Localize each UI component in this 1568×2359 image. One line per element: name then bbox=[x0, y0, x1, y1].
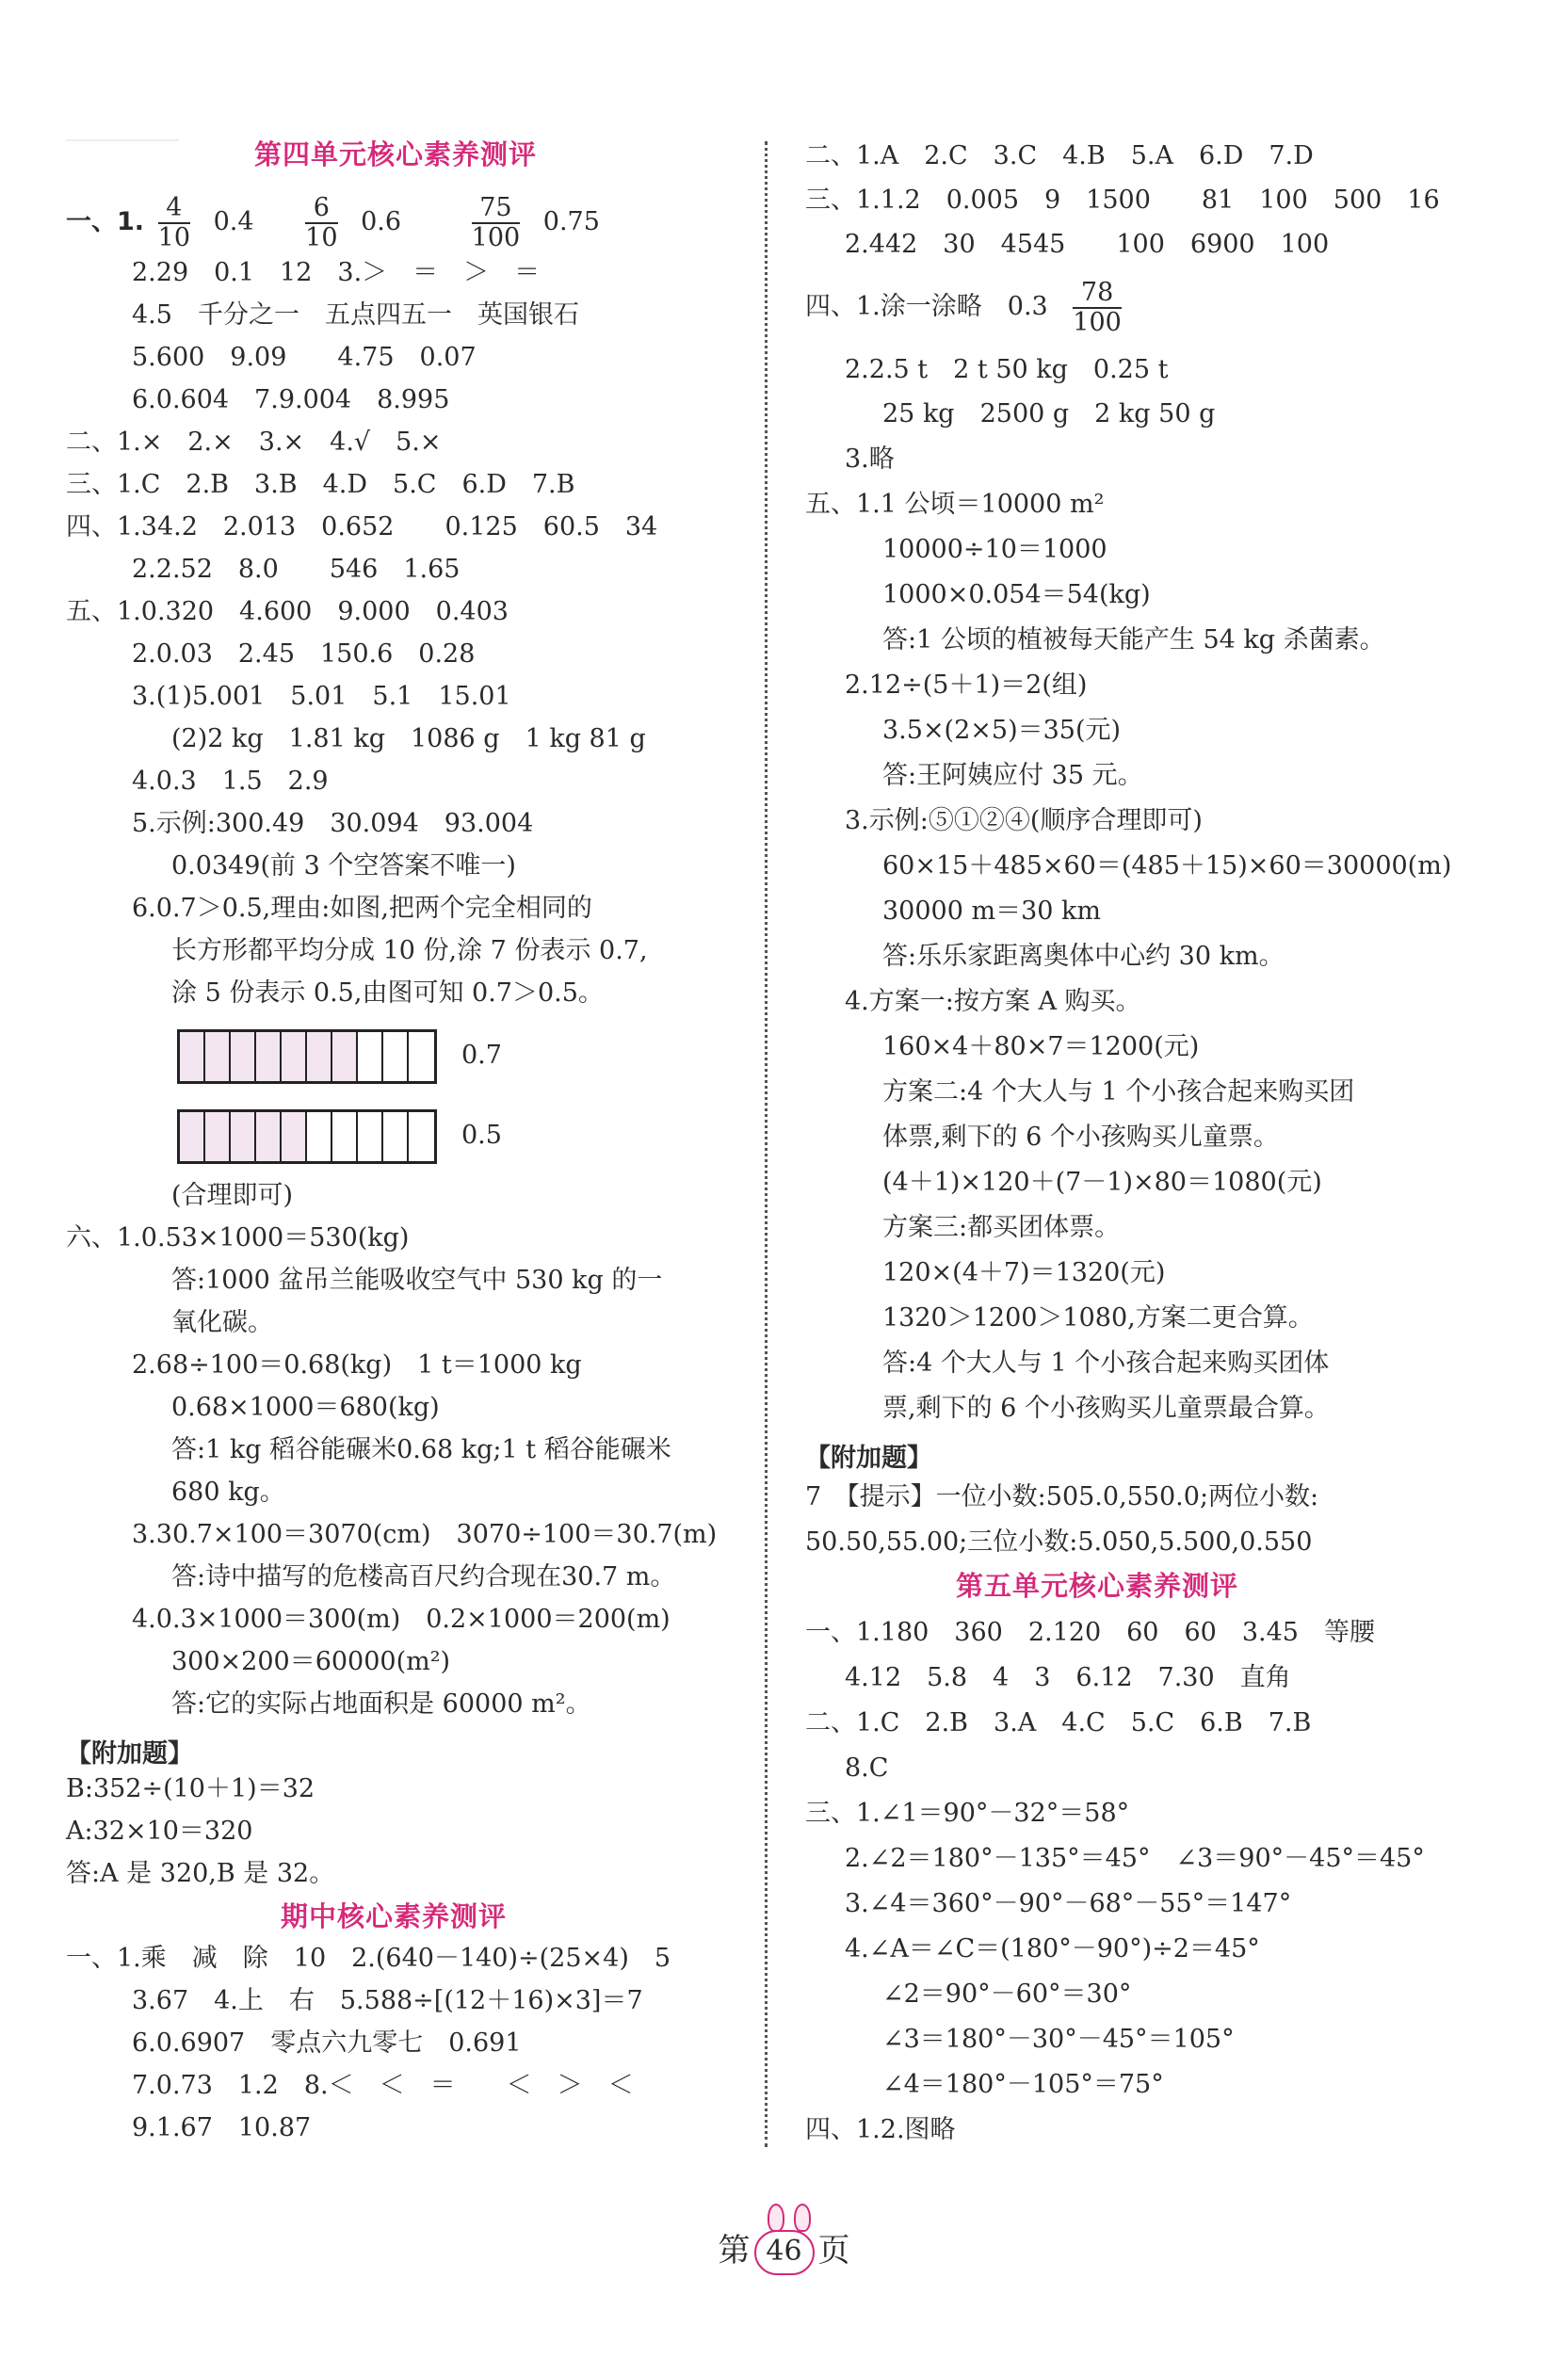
fraction bbox=[158, 194, 190, 252]
section-title-unit4: 第四单元核心素养测评 bbox=[254, 138, 538, 170]
numerator: 78 bbox=[1073, 279, 1122, 309]
answer-line: ∠2＝90°－60°＝30° bbox=[882, 1979, 1132, 2009]
grid-cell bbox=[205, 1112, 231, 1161]
grid-cell bbox=[256, 1112, 282, 1161]
bonus-heading: 【附加题】 bbox=[805, 1444, 932, 1473]
answer-line: 方案二:4 个大人与 1 个小孩合起来购买团 bbox=[882, 1077, 1355, 1107]
top-rule bbox=[66, 139, 179, 141]
answer-line: 3.∠4＝360°－90°－68°－55°＝147° bbox=[845, 1889, 1292, 1918]
answer-line: 一、1.180 360 2.120 60 60 3.45 等腰 bbox=[805, 1618, 1375, 1647]
numerator: 6 bbox=[305, 194, 337, 224]
grid-label: 0.7 bbox=[461, 1041, 502, 1070]
answer-line: 四、1.34.2 2.013 0.652 0.125 60.5 34 bbox=[66, 512, 658, 541]
grid-cell bbox=[358, 1032, 383, 1081]
denominator: 10 bbox=[305, 222, 338, 252]
answer-line: 四、1.2.图略 bbox=[805, 2115, 956, 2144]
grid-cell bbox=[409, 1032, 434, 1081]
answer-line: (4＋1)×120＋(7－1)×80＝1080(元) bbox=[882, 1168, 1322, 1197]
answer-line: 体票,剩下的 6 个小孩购买儿童票。 bbox=[882, 1123, 1279, 1152]
answer-line: 三、1.1.2 0.005 9 1500 81 100 500 16 bbox=[805, 186, 1440, 215]
answer-line: 2.0.03 2.45 150.6 0.28 bbox=[132, 639, 476, 669]
answer-line: 5.示例:300.49 30.094 93.004 bbox=[132, 809, 534, 838]
answer-line: 2.12÷(5＋1)＝2(组) bbox=[845, 671, 1088, 700]
answer-line: 六、1.0.53×1000＝530(kg) bbox=[66, 1223, 410, 1252]
answer-line: 4.12 5.8 4 3 6.12 7.30 直角 bbox=[845, 1663, 1291, 1692]
answer-line: 方案三:都买团体票。 bbox=[882, 1213, 1121, 1242]
page-prefix: 第 bbox=[718, 2232, 751, 2270]
fraction bbox=[305, 194, 337, 252]
answer-line: 160×4＋80×7＝1200(元) bbox=[882, 1032, 1200, 1061]
section-title-midterm: 期中核心素养测评 bbox=[281, 1900, 508, 1932]
denominator: 100 bbox=[1073, 307, 1122, 337]
answer-line: 答:诗中描写的危楼高百尺约合现在30.7 m。 bbox=[171, 1562, 676, 1592]
answer-line: 五、1.1 公顷＝10000 m² bbox=[805, 490, 1105, 519]
answer-line: (2)2 kg 1.81 kg 1086 g 1 kg 81 g bbox=[171, 724, 646, 753]
grid-cell bbox=[282, 1112, 307, 1161]
answer-line: ∠3＝180°－30°－45°＝105° bbox=[882, 2025, 1235, 2054]
answer-line: 50.50,55.00;三位小数:5.050,5.500,0.550 bbox=[805, 1527, 1313, 1557]
answer-line: A:32×10＝320 bbox=[66, 1817, 253, 1846]
answer-value: 0.6 bbox=[361, 207, 402, 236]
fraction bbox=[472, 194, 521, 252]
answer-line: 3.30.7×100＝3070(cm) 3070÷100＝30.7(m) bbox=[132, 1520, 718, 1549]
denominator: 10 bbox=[157, 222, 190, 252]
grid-cell bbox=[332, 1112, 358, 1161]
denominator: 100 bbox=[471, 222, 521, 252]
answer-line: B:352÷(10＋1)＝32 bbox=[66, 1774, 315, 1803]
numerator: 4 bbox=[158, 194, 190, 224]
answer-line: 二、1.× 2.× 3.× 4.√ 5.× bbox=[66, 428, 442, 457]
answer-line: 长方形都平均分成 10 份,涂 7 份表示 0.7, bbox=[171, 936, 648, 965]
grid-cell bbox=[205, 1032, 231, 1081]
answer-line: 2.∠2＝180°－135°＝45° ∠3＝90°－45°＝45° bbox=[845, 1844, 1425, 1873]
answer-line: 7 【提示】一位小数:505.0,550.0;两位小数: bbox=[805, 1482, 1319, 1511]
answer-line: 答:4 个大人与 1 个小孩合起来购买团体 bbox=[882, 1349, 1330, 1378]
page-number: 46 bbox=[754, 2230, 815, 2275]
answer-line bbox=[66, 188, 600, 256]
answer-line: 五、1.0.320 4.600 9.000 0.403 bbox=[66, 597, 509, 626]
answer-line: 680 kg。 bbox=[171, 1478, 285, 1507]
fraction-grid-0-7 bbox=[177, 1029, 437, 1084]
answer-line: 6.0.604 7.9.004 8.995 bbox=[132, 385, 450, 414]
grid-cell bbox=[231, 1112, 256, 1161]
answer-line: 4.0.3×1000＝300(m) 0.2×1000＝200(m) bbox=[132, 1605, 671, 1634]
answer-line: 300×200＝60000(m²) bbox=[171, 1647, 451, 1676]
section-title-unit5: 第五单元核心素养测评 bbox=[956, 1570, 1239, 1602]
grid-cell bbox=[180, 1112, 205, 1161]
answer-line bbox=[805, 273, 1127, 341]
grid-label: 0.5 bbox=[461, 1121, 502, 1150]
answer-line: 答:王阿姨应付 35 元。 bbox=[882, 761, 1143, 790]
bonus-heading: 【附加题】 bbox=[66, 1739, 193, 1769]
answer-line: 60×15＋485×60＝(485＋15)×60＝30000(m) bbox=[882, 851, 1452, 881]
answer-line: 8.C bbox=[845, 1753, 889, 1783]
grid-cell bbox=[332, 1032, 358, 1081]
answer-line: 票,剩下的 6 个小孩购买儿童票最合算。 bbox=[882, 1394, 1330, 1423]
answer-line: 一、1.乘 减 除 10 2.(640－140)÷(25×4) 5 bbox=[66, 1944, 671, 1973]
answer-line: 4.0.3 1.5 2.9 bbox=[132, 767, 329, 796]
answer-line: 2.442 30 4545 100 6900 100 bbox=[845, 230, 1330, 259]
grid-cell bbox=[307, 1112, 332, 1161]
page-footer bbox=[0, 2227, 1568, 2275]
answer-line: 三、1.C 2.B 3.B 4.D 5.C 6.D 7.B bbox=[66, 470, 575, 499]
question-number: 一、1. bbox=[66, 207, 145, 236]
page-suffix: 页 bbox=[817, 2232, 850, 2270]
answer-line: 1320＞1200＞1080,方案二更合算。 bbox=[882, 1303, 1314, 1333]
answer-line: 答:A 是 320,B 是 32。 bbox=[66, 1859, 335, 1888]
answer-line: 25 kg 2500 g 2 kg 50 g bbox=[882, 399, 1216, 428]
answer-line: 3.(1)5.001 5.01 5.1 15.01 bbox=[132, 682, 511, 711]
answer-line: 5.600 9.09 4.75 0.07 bbox=[132, 343, 477, 372]
numerator: 75 bbox=[472, 194, 521, 224]
answer-line: 氧化碳。 bbox=[171, 1308, 273, 1337]
answer-value: 0.4 bbox=[213, 207, 254, 236]
answer-line: 3.示例:⑤①②④(顺序合理即可) bbox=[845, 806, 1203, 835]
answer-line: 3.略 bbox=[845, 444, 895, 474]
answer-line: 三、1.∠1＝90°－32°＝58° bbox=[805, 1799, 1130, 1828]
answer-line: 答:乐乐家距离奥体中心约 30 km。 bbox=[882, 942, 1285, 971]
answer-line: 1000×0.054＝54(kg) bbox=[882, 580, 1151, 609]
answer-line: 4.5 千分之一 五点四五一 英国银石 bbox=[132, 300, 579, 330]
answer-line: 答:1000 盆吊兰能吸收空气中 530 kg 的一 bbox=[171, 1266, 663, 1295]
answer-text: 四、1.涂一涂略 0.3 bbox=[805, 292, 1048, 321]
answer-value: 0.75 bbox=[542, 207, 600, 236]
answer-line: 2.68÷100＝0.68(kg) 1 t＝1000 kg bbox=[132, 1350, 582, 1380]
grid-cell bbox=[358, 1112, 383, 1161]
answer-line: 9.1.67 10.87 bbox=[132, 2113, 312, 2142]
answer-line: 2.2.5 t 2 t 50 kg 0.25 t bbox=[845, 355, 1169, 384]
grid-cell bbox=[180, 1032, 205, 1081]
answer-line: 2.2.52 8.0 546 1.65 bbox=[132, 555, 461, 584]
answer-line: 3.67 4.上 右 5.588÷[(12＋16)×3]＝7 bbox=[132, 1986, 643, 2015]
answer-line: 答:1 公顷的植被每天能产生 54 kg 杀菌素。 bbox=[882, 625, 1385, 654]
grid-cell bbox=[383, 1032, 409, 1081]
answer-line: (合理即可) bbox=[171, 1181, 294, 1210]
answer-line: 2.29 0.1 12 3.＞ ＝ ＞ ＝ bbox=[132, 258, 541, 287]
grid-cell bbox=[307, 1032, 332, 1081]
answer-line: 二、1.A 2.C 3.C 4.B 5.A 6.D 7.D bbox=[805, 141, 1314, 170]
answer-line: 涂 5 份表示 0.5,由图可知 0.7＞0.5。 bbox=[171, 978, 604, 1008]
grid-cell bbox=[256, 1032, 282, 1081]
answer-line: 6.0.6907 零点六九零七 0.691 bbox=[132, 2028, 522, 2058]
answer-line: 0.0349(前 3 个空答案不唯一) bbox=[171, 851, 516, 881]
fraction-grid-0-5 bbox=[177, 1109, 437, 1164]
grid-cell bbox=[231, 1032, 256, 1081]
grid-cell bbox=[282, 1032, 307, 1081]
answer-line: 0.68×1000＝680(kg) bbox=[171, 1393, 440, 1422]
answer-line: 4.方案一:按方案 A 购买。 bbox=[845, 987, 1141, 1016]
answer-line: 7.0.73 1.2 8.＜ ＜ ＝ ＜ ＞ ＜ bbox=[132, 2071, 634, 2100]
answer-line: 二、1.C 2.B 3.A 4.C 5.C 6.B 7.B bbox=[805, 1708, 1312, 1737]
fraction bbox=[1073, 279, 1122, 337]
column-divider bbox=[765, 141, 768, 2147]
answer-line: 3.5×(2×5)＝35(元) bbox=[882, 716, 1122, 745]
grid-cell bbox=[383, 1112, 409, 1161]
answer-line: 答:1 kg 稻谷能碾米0.68 kg;1 t 稻谷能碾米 bbox=[171, 1435, 671, 1464]
answer-line: 6.0.7＞0.5,理由:如图,把两个完全相同的 bbox=[132, 894, 592, 923]
answer-line: 120×(4＋7)＝1320(元) bbox=[882, 1258, 1166, 1287]
answer-line: 30000 m＝30 km bbox=[882, 897, 1101, 926]
grid-cell bbox=[409, 1112, 434, 1161]
answer-line: 10000÷10＝1000 bbox=[882, 535, 1107, 564]
answer-line: 4.∠A＝∠C＝(180°－90°)÷2＝45° bbox=[845, 1934, 1260, 1963]
answer-line: 答:它的实际占地面积是 60000 m²。 bbox=[171, 1689, 591, 1719]
answer-line: ∠4＝180°－105°＝75° bbox=[882, 2070, 1164, 2099]
